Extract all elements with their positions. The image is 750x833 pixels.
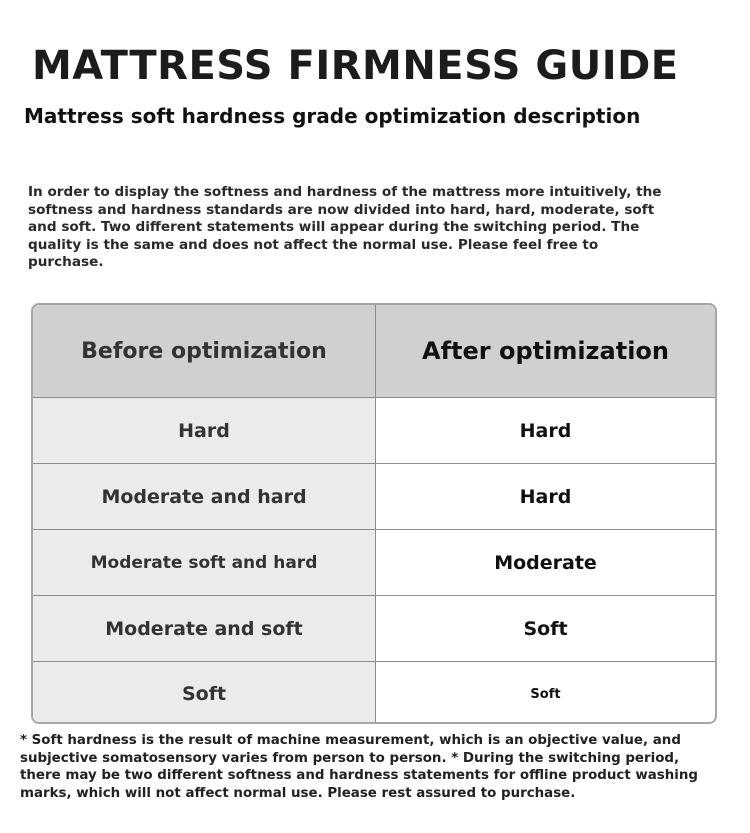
footnote: * Soft hardness is the result of machine measurement, which is an objective value, and subjective somatosensory varies from person to person. * During the switching period, there may be two different softness and hardness statements for offline product washing marks, which will not affect normal use. Please rest assured to purchase. [20,733,699,801]
page-subtitle: Mattress soft hardness grade optimization description [24,104,641,128]
header-after-optimization: After optimization [422,337,669,365]
before-cell: Moderate soft and hard [33,530,376,595]
table-header-row [33,305,715,398]
before-cell: Hard [33,398,376,463]
page-title: MATTRESS FIRMNESS GUIDE [32,43,679,89]
before-cell: Moderate and soft [33,596,376,661]
firmness-table [31,303,717,724]
after-cell: Moderate [376,530,715,595]
table-row [33,596,715,662]
after-cell: Soft [376,662,715,724]
table-row [33,662,715,724]
before-cell: Soft [33,662,376,724]
after-cell: Hard [376,464,715,529]
intro-paragraph: In order to display the softness and hardness of the mattress more intuitively, the softness and hardness standards are now divided into hard, hard, moderate, soft and soft. Two different statements will appear during the switching period. The quality is the same and does not affect the normal use. Please feel free to purchase. [28,184,662,270]
after-cell: Soft [376,596,715,661]
table-row [33,398,715,464]
table-row [33,464,715,530]
table-row [33,530,715,596]
after-cell: Hard [376,398,715,463]
header-before-optimization: Before optimization [33,305,376,397]
before-cell: Moderate and hard [33,464,376,529]
